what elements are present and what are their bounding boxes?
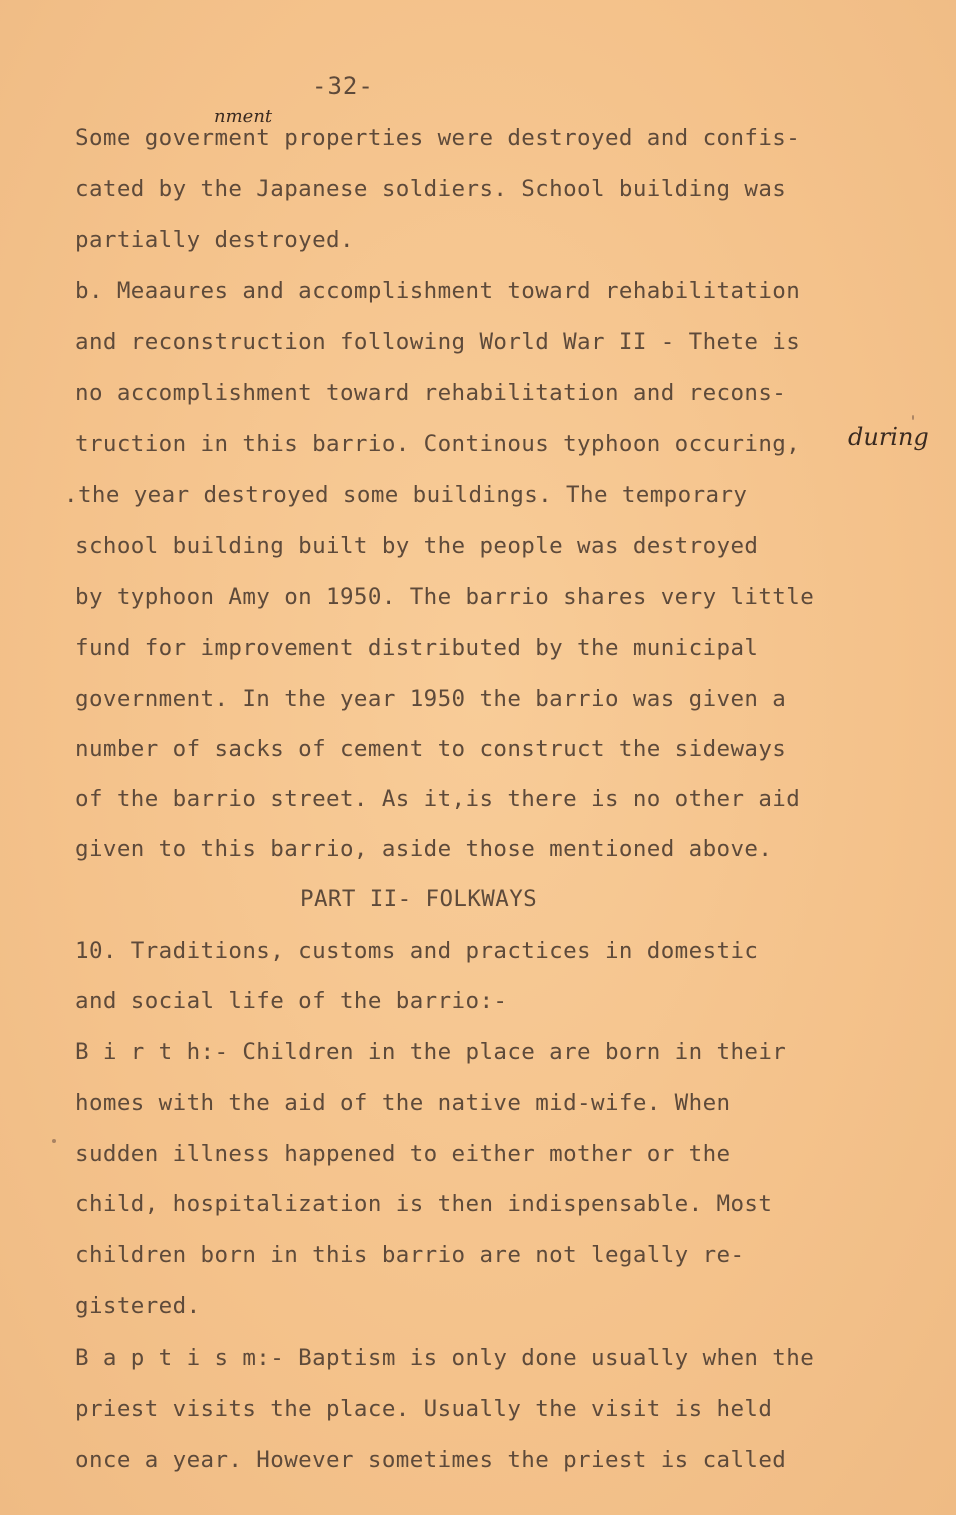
text-line: by typhoon Amy on 1950. The barrio shares very little bbox=[75, 584, 815, 610]
text-line: truction in this barrio. Continous typhoon occuring, bbox=[75, 431, 801, 457]
text-line: no accomplishment toward rehabilitation and recons- bbox=[75, 380, 787, 406]
text-line: school building built by the people was destroyed bbox=[75, 533, 759, 559]
text-line: sudden illness happened to either mother or the bbox=[75, 1141, 731, 1167]
page-number: -32- bbox=[312, 72, 374, 100]
text-line: once a year. However sometimes the priest is called bbox=[75, 1447, 787, 1473]
text-line: homes with the aid of the native mid-wife. When bbox=[75, 1090, 731, 1116]
text-line: b. Meaaures and accomplishment toward rehabilitation bbox=[75, 278, 801, 304]
text-line: gistered. bbox=[75, 1293, 201, 1319]
section-heading: PART II- FOLKWAYS bbox=[300, 886, 538, 912]
handwritten-insertion-during: during bbox=[848, 423, 929, 451]
ink-speck bbox=[912, 415, 914, 420]
text-line: priest visits the place. Usually the visit is held bbox=[75, 1396, 773, 1422]
text-line: Some goverment properties were destroyed and confis- bbox=[75, 125, 801, 151]
text-line: given to this barrio, aside those mentioned above. bbox=[75, 836, 773, 862]
text-line: child, hospitalization is then indispensable. Most bbox=[75, 1191, 773, 1217]
text-line: cated by the Japanese soldiers. School building was bbox=[75, 176, 787, 202]
text-line: 10. Traditions, customs and practices in domestic bbox=[75, 938, 759, 964]
handwritten-correction-nment: nment bbox=[214, 106, 273, 127]
text-line: number of sacks of cement to construct the sideways bbox=[75, 736, 787, 762]
text-line: government. In the year 1950 the barrio was given a bbox=[75, 686, 787, 712]
text-line: .the year destroyed some buildings. The temporary bbox=[64, 482, 748, 508]
text-line: children born in this barrio are not legally re- bbox=[75, 1242, 745, 1268]
text-line: and social life of the barrio:- bbox=[75, 988, 508, 1014]
text-line: B i r t h:- Children in the place are born in their bbox=[75, 1039, 787, 1065]
text-line: of the barrio street. As it,is there is no other aid bbox=[75, 786, 801, 812]
ink-speck bbox=[52, 1139, 56, 1143]
text-line: and reconstruction following World War II - Thete is bbox=[75, 329, 801, 355]
text-line: partially destroyed. bbox=[75, 227, 354, 253]
text-line: B a p t i s m:- Baptism is only done usually when the bbox=[75, 1345, 815, 1371]
text-line: fund for improvement distributed by the municipal bbox=[75, 635, 759, 661]
